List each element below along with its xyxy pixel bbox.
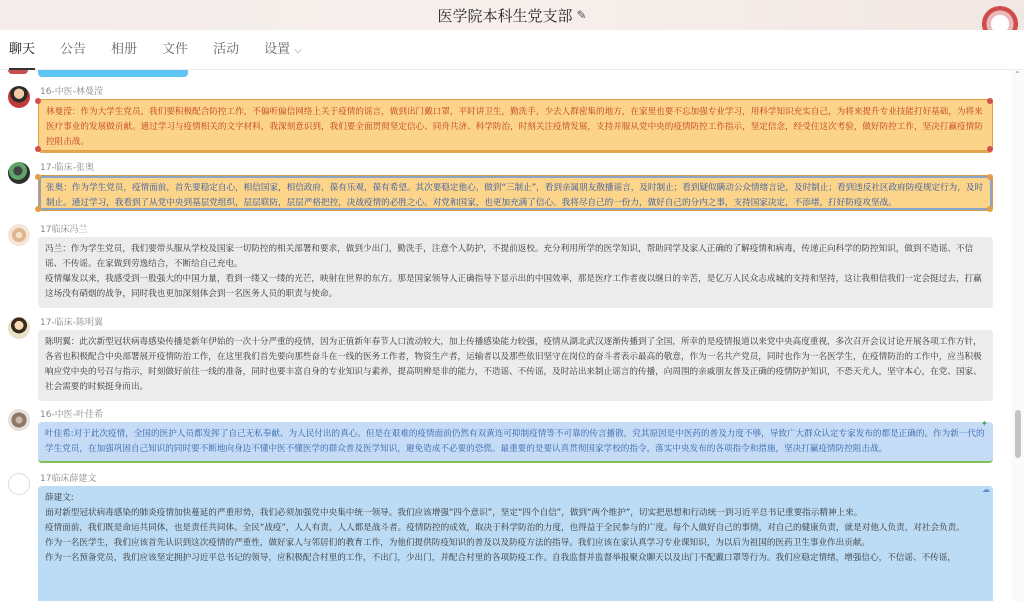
message-bubble[interactable] [38,422,993,463]
cloud-icon: ☁ [982,485,990,494]
bubble-corner-icon [35,174,41,180]
message-bubble[interactable] [38,175,993,211]
message-text: 叶佳希:对于此次疫情，全国的医护人员都发挥了自己无私奉献、为人民付出的真心。但是在艰难的疫情面前仍然有双黄连可抑制疫情等不可靠的传言播散，究其原因是中医药的普及力度不够，导致广大群众认定专家发布的都是正确的。作为新一代的学生党员，在加强巩固自己知识的同时要不断地向身边不懂中医不懂医学的群众普及医学知识，避免造成不必要的恐慌。最重要的是要认真贯彻国家学校的指令，落实中央发布的各项指令和措施，坚决打赢疫情防控阻击战。 [45,429,985,454]
title-bar [0,0,1024,30]
tab-announcement[interactable] [60,30,86,70]
scroll-up-icon[interactable]: ⌃ [1014,70,1021,79]
tab-label: 活动 [213,41,240,57]
message-text: 陈明翼：此次新型冠状病毒感染传播是新年伊始的一次十分严重的疫情，因为正值新年春节人口流动较大，加上传播感染能力较强，疫情从湖北武汉逐渐传播到了全国，所幸的是疫情报道以来党中央高度重视，多次召开会议讨论开展各项工作方针，各省也积极配合中央部署展开疫情防治工作，在这里我们首先要向那些奋斗在一线的医务工作者，物资生产者，运输者以及那些依旧坚守在岗位的奋斗者表示最高的敬意，作为一名共产党员，同时也作为一名医学生，在疫情防治的工作中，应当积极响应党中央的号召与指示，时刻做好前往一线的准备，同时也要丰富自身的专业知识与素养，提高明辨是非的能力，不造谣、不传谣，及时站出来制止谣言的传播，向周围的亲戚朋友普及正确的疫情防护知识，不恐天尤人，坚守本心，在党、国家、社会需要的时候挺身而出。 [45,337,982,392]
message-bubble[interactable] [38,70,188,77]
message-text: 疫情面前，我们既是命运共同体，也是责任共同体。全民“战疫”，人人有责，人人都是战斗者。疫情防控的成效，取决于科学防治的力度，也得益于全民参与的广度。每个人做好自己的事情，对自己的健康负责，就是对他人负责，对社会负责。 [45,523,965,533]
message-text: 面对新型冠状病毒感染的肺炎疫情加快蔓延的严重形势，我们必须加强党中央集中统一领导。我们应该增强“四个意识”，坚定“四个自信”，做到“两个维护”，切实把思想和行动统一到习近平总书记重要指示精神上来。 [45,508,863,518]
tab-chat[interactable] [9,30,35,70]
scrollbar-thumb[interactable] [1015,410,1021,458]
red-avatar-icon[interactable] [8,86,30,108]
bubble-corner-icon [987,146,993,152]
message-text: 冯兰：作为学生党员，我们要带头服从学校及国家一切防控的相关部署和要求，做到少出门，勤洗手，注意个人防护，不提前返校。充分利用所学的医学知识，帮助同学及家人正确的了解疫情和病毒，传递正向科学的防控知识，做到不造谣、不信谣、不传谣。在家做到劳逸结合，不断给自己充电。 [45,244,974,269]
tab-album[interactable] [111,30,137,70]
bubble-corner-icon [35,206,41,212]
bubble-corner-icon [987,206,993,212]
flower-avatar-icon[interactable] [8,224,30,246]
message-text: 薛建文: [45,493,74,503]
chat-scrollbar[interactable] [1012,70,1024,601]
message-text: 林曼滢：作为大学生党员，我们要积极配合防控工作，不偏听偏信网络上关于疫情的谣言，做到出门戴口罩，平时讲卫生，勤洗手，少去人群密集的地方，在家里也要不忘加强专业学习，用科学知识充实自己，为将来提升专业技能打好基础，为将来医疗事业的发展做贡献。通过学习与疫情相关的文字材料，我深刻意识到，我们要全面贯彻坚定信心、同舟共济、科学防治，时刻关注疫情发展，支持并服从党中央的疫情防控工作指示，坚定信念，经受住这次考验，做好防控工作，坚决打赢疫情防控阻击战。 [46,107,983,147]
tab-activity[interactable] [213,30,239,70]
tab-files[interactable] [162,30,188,70]
girl-avatar-icon[interactable] [8,317,30,339]
tab-label: 聊天 [9,41,36,57]
tab-label: 公告 [60,41,87,57]
message-text: 作为一名预备党员，我们应该坚定拥护习近平总书记的领导，应积极配合村里的工作，不出门，少出门，并配合村里的各项防疫工作。自我监督并监督举报聚众聊天以及出门不配戴口罩等行为。我们应稳定情绪，增强信心，不信谣、不传谣， [45,553,956,563]
tab-settings[interactable] [264,30,302,70]
chat-history[interactable] [0,70,1012,601]
sender-name[interactable]: 17-临床-张奥 [40,163,94,173]
message-bubble[interactable] [38,486,993,601]
message-text: 作为一名医学生，我们应该首先认识到这次疫情的严重性，做好家人与邻居们的教育工作，为他们提供防疫知识的普及以及防疫方法的指导。我们应该在家认真学习专业课知识，为以后为祖国的医药卫生事业作出贡献。 [45,538,871,548]
message-text: 疫情爆发以来，我感受到一股强大的中国力量，看到一缕又一缕的光芒，映射在世界的东方。那是国家领导人正确指导下显示出的中国效率，那是医疗工作者夜以继日的辛苦，是亿万人民众志成城的支持和坚持，这让我相信我们一定会挺过去，打赢这场没有硝烟的战争，同时我也更加深刻体会到一名医务人员的职责与使命。 [45,274,982,299]
sender-name[interactable]: 17临床薛建文 [40,474,97,484]
sender-name[interactable]: 17临床冯兰 [40,225,88,235]
bubble-corner-icon [35,146,41,152]
bubble-corner-icon [987,174,993,180]
sketch-avatar-icon[interactable] [8,473,30,495]
group-tabs [0,30,1024,70]
sender-name[interactable]: 16-中医-叶佳希 [40,410,103,420]
message-text: 张奥：作为学生党员，疫情面前，首先要稳定自心，相信国家，相信政府，葆有乐观，葆有希望。其次要稳定他心，做到“三制止”，看到亲属朋友散播谣言，及时制止；看到疑似瞒动公众情绪言论，及时制止；看到违反社区政府防疫规定行为，及时制止。通过学习，我看到了从党中央到基层党组织，层层联防，层层严格把控，决战疫情的必胜之心。对党和国家，也更加充满了信心。我将尽自己的一份力，做好自己的分内之事，支持国家决定，不添堵，打好防疫攻坚战。 [46,183,984,208]
message-bubble[interactable] [38,237,993,308]
decoration-badge-icon [976,0,1024,30]
avatar[interactable] [8,70,28,74]
bubble-corner-icon [987,98,993,104]
edit-pencil-icon[interactable]: ✎ [576,8,587,22]
star-icon: ✦ [981,419,988,428]
message-bubble[interactable] [38,330,993,401]
tab-label: 相册 [111,41,138,57]
sender-name[interactable]: 17-临床-陈明翼 [40,318,103,328]
bubble-corner-icon [35,98,41,104]
sender-name[interactable]: 16-中医-林曼滢 [40,87,103,97]
cat-avatar-icon[interactable] [8,409,30,431]
tab-label: 文件 [162,41,189,57]
green-avatar-icon[interactable] [8,162,30,184]
message-bubble[interactable] [38,99,993,151]
tab-label: 设置 [264,41,291,57]
group-title: 医学院本科生党支部 [437,6,573,25]
chevron-down-icon: ⌵ [294,44,302,56]
